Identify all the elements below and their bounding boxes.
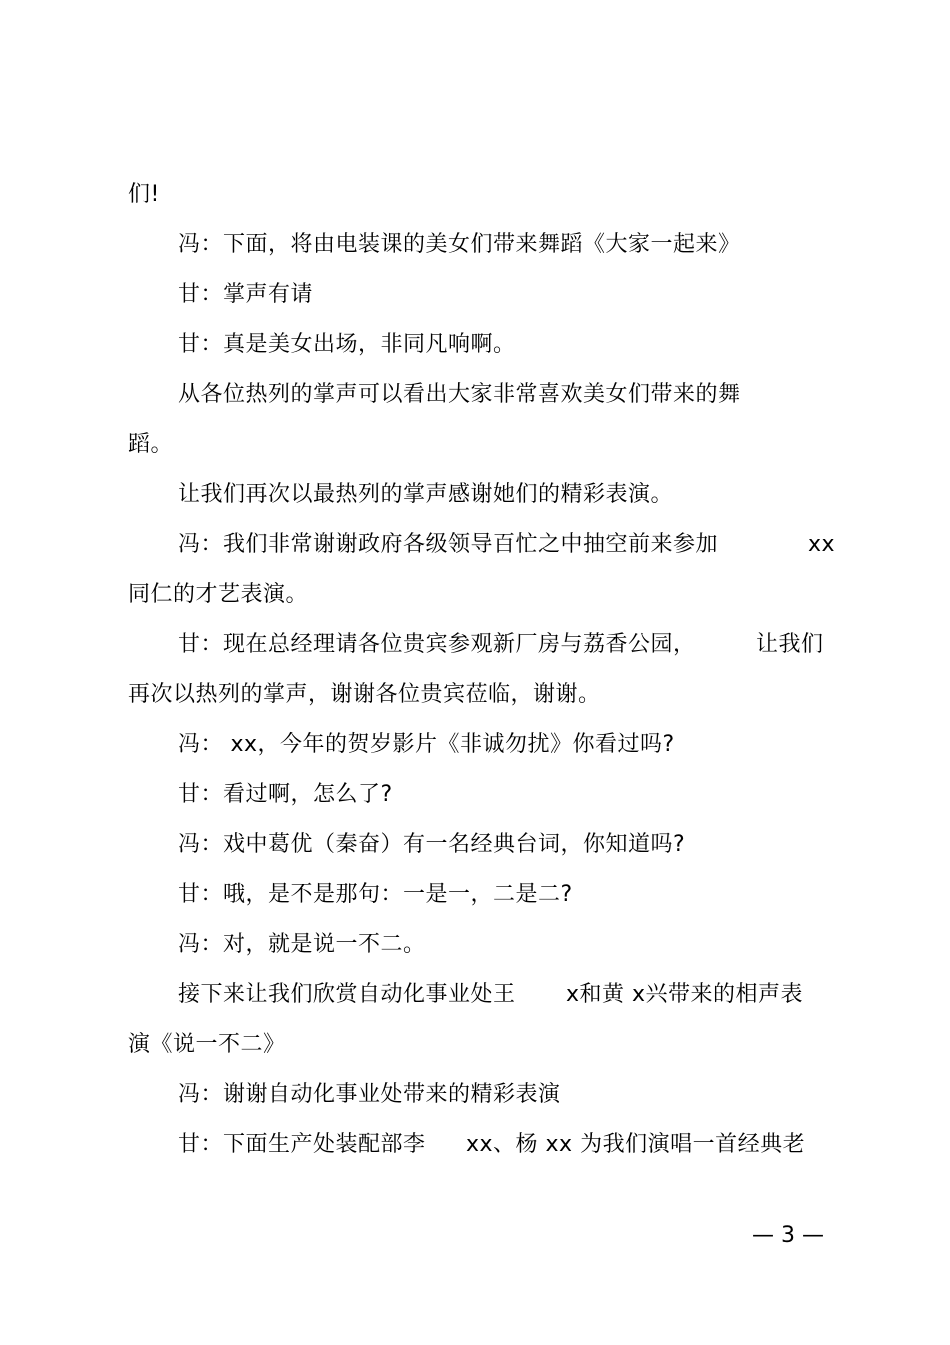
text-line: 同仁的才艺表演。 [128, 582, 309, 607]
text-line: 甘：真是美女出场，非同凡响啊。 [178, 332, 516, 357]
text-line: 甘：看过啊，怎么了? [178, 782, 393, 807]
text-line: xx、杨 xx 为我们演唱一首经典老 [466, 1132, 806, 1157]
text-line: 甘：掌声有请 [178, 282, 314, 307]
text-line: 冯：下面，将由电装课的美女们带来舞蹈《大家一起来》 [178, 232, 741, 257]
text-line: 演《说一不二》 [128, 1032, 286, 1057]
text-line: 从各位热列的掌声可以看出大家非常喜欢美女们带来的舞 [178, 382, 741, 407]
text-line: 再次以热列的掌声，谢谢各位贵宾莅临，谢谢。 [128, 682, 601, 707]
text-line: 冯：对，就是说一不二。 [178, 932, 426, 957]
text-line: 蹈。 [128, 432, 174, 457]
text-line: x和黄 x兴带来的相声表 [566, 982, 804, 1007]
text-line: 冯：谢谢自动化事业处带来的精彩表演 [178, 1082, 561, 1107]
text-line: 甘：哦，是不是那句：一是一，二是二? [178, 882, 573, 907]
text-line: 让我们再次以最热列的掌声感谢她们的精彩表演。 [178, 482, 674, 507]
text-line: 冯：我们非常谢谢政府各级领导百忙之中抽空前来参加 [178, 532, 719, 557]
page-number: — 3 — [752, 1223, 824, 1248]
text-line: 们! [128, 182, 160, 207]
text-line: 让我们 [756, 632, 824, 657]
text-line: 冯：戏中葛优（秦奋）有一名经典台词，你知道吗? [178, 832, 686, 857]
text-line: 冯： xx，今年的贺岁影片《非诚勿扰》你看过吗? [178, 732, 675, 757]
text-line: xx [808, 532, 836, 557]
text-line: 甘：下面生产处装配部李 [178, 1132, 426, 1157]
text-line: 甘：现在总经理请各位贵宾参观新厂房与荔香公园， [178, 632, 696, 657]
text-line: 接下来让我们欣赏自动化事业处王 [178, 982, 516, 1007]
